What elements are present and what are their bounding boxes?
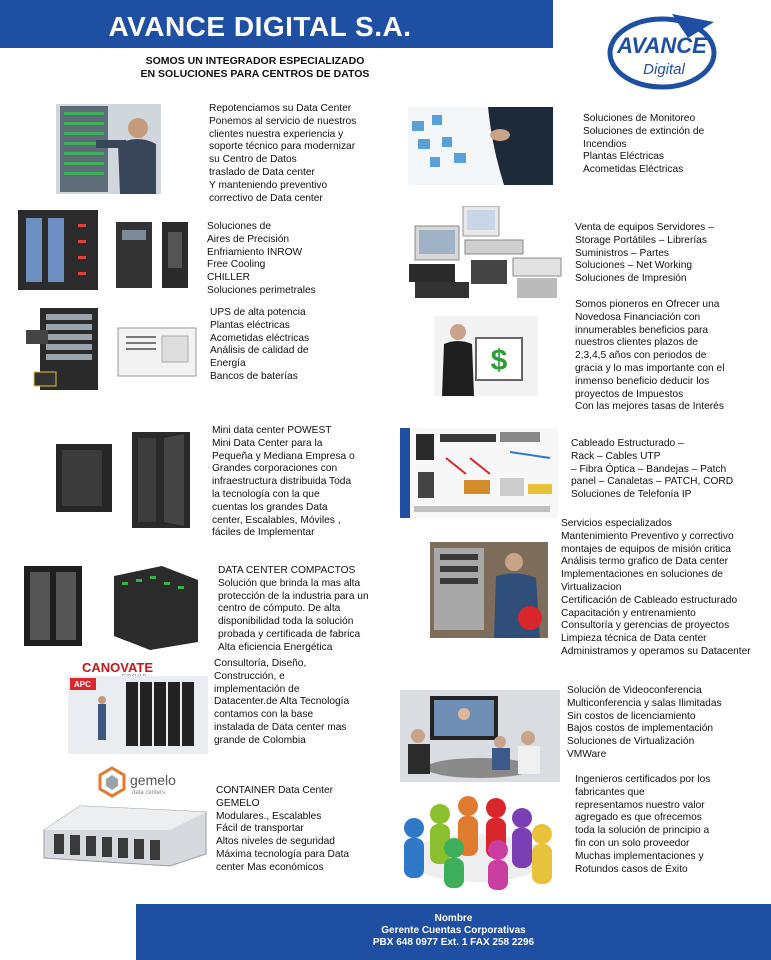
text-line: Multiconferencia y salas Ilimitadas	[567, 697, 722, 709]
text-line: cuentas los grandes Data	[212, 501, 328, 513]
text-line: innumerables beneficios para	[575, 324, 709, 336]
text-line: Grandes corporaciones con	[212, 463, 338, 475]
canovate-datacenter-photo	[68, 676, 208, 754]
text-line: Venta de equipos Servidores –	[575, 222, 714, 233]
text-line: centro de cómputo. De alta	[218, 603, 341, 615]
text-block-aires	[207, 221, 316, 298]
text-line: Alta eficiencia Energética	[218, 641, 333, 653]
dollar-sign-icon: $	[490, 344, 508, 377]
text-line: Sin costos de licenciamiento	[567, 710, 696, 722]
tagline-line: EN SOLUCIONES PARA CENTROS DE DATOS	[140, 68, 370, 80]
text-line: su Centro de Datos	[209, 154, 297, 166]
footer-contact-name: Nombre	[434, 913, 473, 924]
text-line: fin con un solo proveedor	[575, 837, 690, 849]
specialized-services-photo	[430, 542, 548, 638]
text-line: Acometidas eléctricas	[210, 332, 310, 344]
text-line: Acometidas Eléctricas	[583, 164, 684, 176]
ups-generator-photo	[22, 306, 200, 392]
text-line: Somos pioneros en Ofrecer una	[575, 299, 720, 310]
apc-logo-text: APC	[74, 680, 91, 689]
text-line: disponibilidad toda la solución	[218, 616, 354, 628]
text-line: Aires de Precisión	[207, 233, 290, 245]
text-line: Análisis de calidad de	[210, 345, 309, 357]
text-line: Limpieza técnica de Data center	[561, 633, 707, 645]
text-line: Bajos costos de implementación	[567, 723, 714, 735]
footer-contact-role: Gerente Cuentas Corporativas	[381, 925, 526, 936]
team-circle-figures-photo	[394, 788, 560, 892]
text-block-venta	[575, 222, 714, 286]
text-line: probada y certificada de fabrica	[218, 628, 361, 640]
text-line: correctivo de Data center	[209, 192, 323, 204]
text-line: Soluciones – Net Working	[575, 260, 693, 272]
text-line: UPS de alta potencia	[210, 307, 306, 318]
text-block-videoconferencia	[567, 685, 722, 762]
text-block-repotenciamos	[209, 103, 356, 205]
company-title: AVANCE DIGITAL S.A.	[108, 11, 412, 42]
structured-cabling-photo	[400, 428, 558, 518]
computer-equipment-photo	[405, 206, 565, 302]
text-line: Cableado Estructurado –	[571, 438, 684, 449]
text-line: Storage Portátiles – Librerías	[575, 234, 707, 246]
text-line: Soluciones de Virtualización	[567, 736, 695, 748]
text-block-monitoreo	[583, 113, 704, 177]
text-line: Mantenimiento Preventivo y correctivo	[561, 530, 734, 542]
technician-rack-photo	[56, 104, 161, 194]
text-line: Muchas implementaciones y	[575, 850, 704, 862]
text-line: Solución que brinda la mas alta	[218, 577, 361, 589]
text-line: soporte técnico para modernizar	[209, 141, 356, 153]
text-line: infraestructura distribuida Toda	[212, 476, 352, 488]
text-line: Plantas Eléctricas	[583, 151, 664, 163]
text-line: Consultoría y gerencias de proyectos	[561, 620, 730, 632]
text-block-financiacion	[575, 299, 725, 414]
text-line: DATA CENTER COMPACTOS	[218, 565, 356, 576]
text-block-servicios	[561, 518, 751, 659]
text-line: center, Escalables, Móviles ,	[212, 514, 341, 526]
text-line: gracia y lo mas importante con el	[575, 362, 725, 374]
text-line: implementación de	[214, 683, 300, 695]
text-line: Repotenciamos su Data Center	[209, 103, 352, 114]
text-line: Soluciones de Telefonía IP	[571, 489, 692, 501]
text-line: Novedosa Financiación con	[575, 311, 701, 323]
text-line: Consultoría, Diseño,	[214, 658, 307, 669]
text-line: Solución de Videoconferencia	[567, 685, 702, 696]
text-line: fáciles de Implementar	[212, 527, 315, 539]
text-line: Certificación de Cableado estructurado	[561, 594, 738, 606]
text-line: Capacitación y entrenamiento	[561, 607, 696, 619]
text-block-cableado	[571, 438, 733, 502]
logo-word-avance: AVANCE	[617, 33, 707, 58]
text-line: Enfriamiento INROW	[207, 246, 303, 258]
text-block-mini-datacenter	[212, 425, 355, 540]
mini-datacenter-photo	[56, 430, 196, 530]
text-line: Plantas eléctricas	[210, 319, 290, 331]
text-line: VMWare	[567, 748, 607, 760]
text-line: Altos niveles de seguridad	[216, 836, 335, 848]
text-line: Rack – Cables UTP	[571, 450, 661, 462]
text-line: instalada de Data center mas	[214, 721, 347, 733]
gemelo-wordmark: gemelo	[130, 772, 176, 788]
text-line: Virtualizacion	[561, 581, 622, 593]
text-block-container	[216, 785, 349, 875]
logo-word-digital: Digital	[643, 61, 685, 78]
text-line: Soluciones de Impresión	[575, 273, 687, 285]
text-line: contamos con la base	[214, 709, 314, 721]
container-datacenter-photo	[40, 800, 208, 868]
text-line: representamos nuestro valor	[575, 799, 705, 811]
canovate-wordmark: CANOVATE	[82, 660, 154, 675]
text-line: la tecnología con la que	[212, 488, 320, 500]
text-line: GEMELO	[216, 797, 260, 809]
compact-datacenter-photo	[22, 562, 202, 650]
text-line: Soluciones de	[207, 221, 272, 232]
text-line: Mini Data Center para la	[212, 437, 323, 449]
text-line: nuestros clientes plazos de	[575, 337, 698, 349]
text-line: Soluciones de extinción de	[583, 125, 705, 137]
avance-logo	[602, 8, 720, 94]
text-line: Con las mejores tasas de Interés	[575, 401, 724, 413]
text-line: inmenso beneficio deducir los	[575, 375, 710, 387]
text-line: Servicios especializados	[561, 518, 672, 529]
tagline	[100, 55, 410, 81]
text-line: fabricantes que	[575, 786, 645, 798]
gemelo-logo	[98, 766, 188, 800]
text-block-ingenieros	[575, 774, 710, 876]
text-line: Soluciones de Monitoreo	[583, 113, 696, 124]
text-line: Pequeña y Mediana Empresa o	[212, 450, 355, 462]
text-block-canovate	[214, 658, 349, 748]
text-line: Bancos de baterías	[210, 370, 298, 382]
text-line: CONTAINER Data Center	[216, 785, 333, 796]
text-line: Fácil de transportar	[216, 823, 304, 835]
videoconference-photo	[400, 690, 560, 782]
text-line: Rotundos casos de Éxito	[575, 863, 688, 875]
footer-contact-band	[136, 904, 771, 960]
tagline-line: SOMOS UN INTEGRADOR ESPECIALIZADO	[145, 55, 365, 67]
text-line: Suministros – Partes	[575, 247, 669, 259]
monitoring-hands-photo	[408, 107, 553, 185]
text-line: 2,3,4,5 años con periodos de	[575, 350, 707, 362]
text-line: center Mas económicos	[216, 861, 324, 873]
text-line: Incendios	[583, 138, 627, 150]
text-line: Ingenieros certificados por los	[575, 774, 711, 785]
text-line: Soluciones perimetrales	[207, 284, 316, 296]
text-line: Implementaciones en soluciones de	[561, 569, 723, 581]
text-line: Administramos y operamos su Datacenter	[561, 645, 751, 657]
text-block-compactos	[218, 565, 369, 655]
text-line: Datacenter.de Alta Tecnología	[214, 696, 350, 708]
text-block-ups	[210, 307, 309, 384]
precision-cooling-photo	[18, 210, 193, 290]
text-line: traslado de Data center	[209, 166, 315, 178]
text-line: agregado es que ofrecemos	[575, 812, 702, 824]
text-line: montajes de equipos de misión critica	[561, 543, 731, 555]
text-line: clientes nuestra experiencia y	[209, 128, 344, 140]
footer-contact-phone: PBX 648 0977 Ext. 1 FAX 258 2296	[372, 937, 535, 948]
text-line: proyectos de Impuestos	[575, 388, 684, 400]
text-line: – Fibra Óptica – Bandejas – Patch	[571, 463, 727, 475]
text-line: Energía	[210, 358, 246, 370]
text-line: Mini data center POWEST	[212, 425, 332, 436]
text-line: Y manteniendo preventivo	[209, 179, 328, 191]
text-line: Ponemos al servicio de nuestros	[209, 115, 357, 127]
gemelo-sub-text: data centers	[132, 790, 166, 796]
text-line: CHILLER	[207, 272, 251, 284]
text-line: grande de Colombia	[214, 734, 306, 746]
text-line: Free Cooling	[207, 259, 266, 271]
text-line: Máxima tecnología para Data	[216, 848, 350, 860]
text-line: Construcción, e	[214, 670, 285, 682]
text-line: Modulares., Escalables	[216, 810, 322, 822]
text-line: Análisis termo grafico de Data center	[561, 556, 729, 568]
text-line: protección de la industria para un	[218, 590, 369, 602]
text-line: panel – Canaletas – PATCH, CORD	[571, 476, 734, 488]
financing-businessman-photo	[434, 316, 538, 396]
text-line: toda la solución de principio a	[575, 825, 710, 837]
